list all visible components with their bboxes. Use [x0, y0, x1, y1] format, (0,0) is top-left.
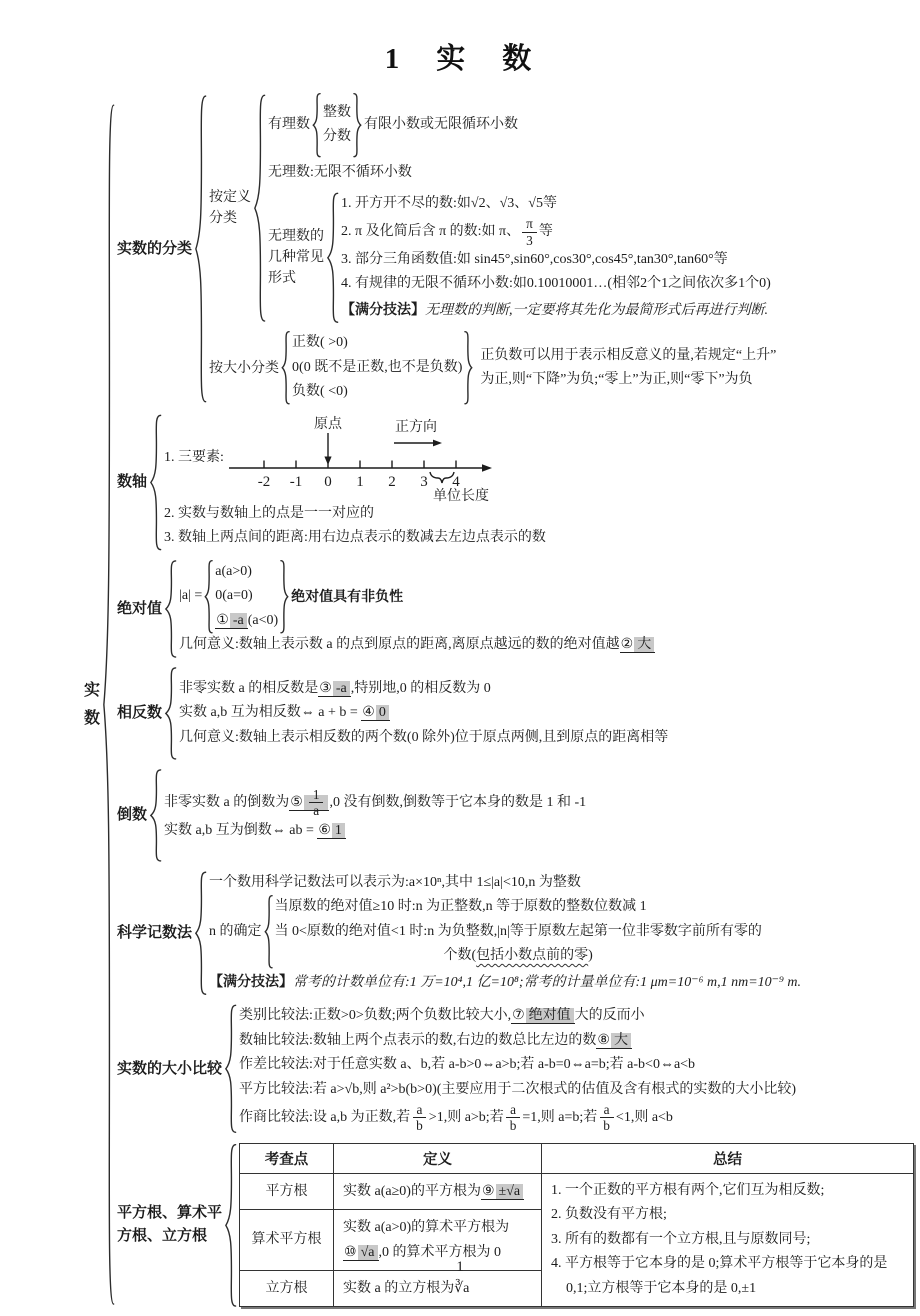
blank-3: ③ -a [318, 681, 350, 697]
rational-line [268, 93, 771, 157]
form-item-1: 1. 开方开不尽的数:如√2、√3、√5等 [341, 195, 557, 211]
n-case-lt1-line2: 个数(包括小数点前的零) [443, 948, 593, 964]
rational-tail: 有限小数或无限循环小数 [364, 116, 519, 132]
row-name: 立方根 [240, 1271, 334, 1307]
blank-1: ① -a [215, 613, 247, 629]
blank-2: ② 大 [620, 637, 656, 653]
tick-label: 2 [388, 473, 396, 490]
reciprocal-line-2: 实数 a,b 互为倒数⇔ ab = ⑥ 1 [164, 819, 586, 844]
compare-difference-method: 作差比较法:对于任意实数 a、b,若 a-b>0⇔a>b;若 a-b=0⇔a=b;若 a-b<0⇔a<b [239, 1057, 696, 1073]
by-definition-group [209, 93, 776, 323]
page-number: 1 [456, 1259, 464, 1275]
abs-case-positive: a(a>0) [215, 563, 252, 579]
brace-icon [194, 871, 207, 996]
tick-label: 0 [324, 473, 332, 490]
branch-sci-label: 科学记数法 [117, 923, 193, 941]
unit-length-label: 单位长度 [432, 488, 489, 502]
reciprocal-line-1: 非零实数 a 的倒数为⑤ $\frac{1}{a}$ ,0 没有倒数,倒数等于它本身的数是 1 和 -1 [164, 787, 587, 819]
page-title: 1 实 数 [384, 43, 536, 75]
form-item-4: 4. 有规律的无限不循环小数:如0.10010001…(相邻2个1之间依次多1个0) [341, 276, 771, 292]
abs-nonnegative-property: 绝对值具有非负性 [291, 588, 404, 605]
forms-label-line3: 形式 [268, 271, 297, 287]
irrational-forms-group [268, 192, 771, 324]
axis-arrow-icon [482, 464, 492, 472]
table-row-square-root [240, 1173, 914, 1209]
forms-tip-line: 【满分技法】无理数的判断,一定要将其先化为最简形式后再进行判断. [341, 300, 769, 318]
a-over-b-fraction: $\frac{a}{b}$ [599, 1102, 614, 1134]
branch-reciprocal [117, 769, 914, 862]
brace-icon [280, 560, 289, 634]
col-header-definition: 定义 [334, 1143, 542, 1173]
positive-line: 正数( >0) [292, 335, 348, 351]
root-label-char2: 数 [84, 709, 101, 727]
opposite-line-1: 非零实数 a 的相反数是③ -a ,特别地,0 的相反数为 0 [179, 680, 491, 696]
origin-label: 原点 [313, 416, 342, 432]
brace-icon [204, 560, 213, 634]
branch-classification-label: 实数的分类 [117, 239, 193, 257]
roots-table [239, 1143, 914, 1308]
branch-abs-label: 绝对值 [117, 599, 163, 617]
tick-label: 4 [452, 473, 460, 490]
opposite-line-2: 实数 a,b 互为相反数⇔ a + b = ④ 0 [179, 701, 668, 726]
square-root-definition: 实数 a(a≥0)的平方根为⑨ ±√a [334, 1173, 542, 1209]
negative-line: 负数( <0) [292, 384, 348, 400]
direction-label: 正方向 [394, 419, 437, 435]
branch-opposite-number [117, 667, 914, 760]
a-over-b-fraction: $\frac{a}{b}$ [412, 1102, 427, 1134]
branches-column [117, 93, 914, 1316]
compare-axis-method: 数轴比较法:数轴上两个点表示的数,右边的数总比左边的数⑧ 大 [239, 1029, 796, 1054]
wavy-emphasis: 包括小数点前的零 [476, 948, 589, 964]
root-label-char1: 实 [84, 682, 101, 700]
abs-definition [179, 560, 655, 634]
by-size-group [209, 331, 776, 405]
brace-icon [164, 560, 177, 658]
branch-absolute-value [117, 560, 914, 658]
by-size-label: 按大小分类 [209, 360, 280, 376]
brace-icon [194, 93, 207, 405]
roots-table-header-row [240, 1143, 914, 1173]
forms-label-line1: 无理数的 [268, 229, 325, 245]
cube-root-definition: 实数 a 的立方根为∛a [334, 1271, 542, 1307]
tip-badge: 【满分技法】 [341, 300, 426, 317]
n-determination-group [209, 895, 801, 969]
row-name: 算术平方根 [240, 1209, 334, 1270]
rational-integer: 整数 [323, 104, 352, 120]
number-line-figure [224, 414, 506, 502]
n-determination-label: n 的确定 [209, 924, 262, 940]
three-elements-label: 1. 三要素: [164, 449, 224, 465]
compare-quotient-method: 作商比较法:设 a,b 为正数,若 $\frac{a}{b}$ >1,则 a>b;若 $\frac{a}{b}$ =1,则 a=b;若 $\frac{a}{b}$ <1,则 a<b [239, 1102, 673, 1134]
axis-item-3: 3. 数轴上两点间的距离:用右边点表示的数减去左边点表示的数 [164, 530, 546, 546]
opposite-line-3: 几何意义:数轴上表示相反数的两个数(0 除外)位于原点两侧,且到原点的距离相等 [179, 729, 669, 745]
abs-geometric-meaning: 几何意义:数轴上表示数 a 的点到原点的距离,离原点越远的数的绝对值越② 大 [179, 633, 655, 658]
blank-4: ④ 0 [361, 705, 390, 721]
summary-item-4: 4. 平方根等于它本身的是 0;算术平方根等于它本身的是 0,1;立方根等于它本身的是 0,±1 [551, 1256, 888, 1296]
branch-roots [117, 1143, 914, 1308]
zero-line: 0(0 既不是正数,也不是负数) [292, 359, 463, 375]
tick-label: 3 [420, 473, 428, 490]
compare-category-method: 类别比较法:正数>0>负数;两个负数比较大小,⑦ 绝对值 大的反而小 [239, 1008, 645, 1024]
brace-icon [224, 1004, 237, 1134]
branch-scientific-notation [117, 871, 914, 996]
abs-lhs: |a| = [179, 588, 203, 604]
brace-icon [253, 93, 266, 323]
brace-icon [224, 1143, 237, 1308]
blank-10: ⑩ √a [343, 1245, 378, 1261]
axis-item-2: 2. 实数与数轴上的点是一一对应的 [164, 505, 375, 521]
by-def-label-line1: 按定义 [209, 190, 252, 206]
brace-icon [353, 93, 362, 157]
root-brace [102, 93, 115, 1316]
abs-case-negative: ① -a (a<0) [216, 612, 279, 628]
a-over-b-fraction: $\frac{a}{b}$ [506, 1102, 521, 1134]
tick-label: -1 [289, 473, 303, 490]
blank-9: ⑨ ±√a [481, 1184, 524, 1200]
branch-size-comparison [117, 1004, 914, 1134]
brace-icon [464, 331, 473, 405]
mindmap-root [84, 93, 920, 1316]
arithmetic-square-root-definition: 实数 a(a>0)的算术平方根为⑩ √a ,0 的算术平方根为 0 [334, 1209, 542, 1270]
one-over-a-fraction: $\frac{1}{a}$ [304, 795, 329, 810]
brace-icon [326, 192, 339, 324]
branch-number-axis [117, 414, 914, 551]
rational-fraction: 分数 [323, 129, 352, 145]
summary-item-3: 3. 所有的数都有一个立方根,且与原数同号; [551, 1231, 811, 1247]
row-name: 平方根 [240, 1173, 334, 1209]
form-item-3: 3. 部分三角函数值:如 sin45°,sin60°,cos30°,cos45°,tan30°,tan60°等 [341, 251, 728, 267]
compare-square-method: 平方比较法:若 a>√b,则 a²>b(b>0)(主要应用于二次根式的估值及含有根式的实数的大小比较) [239, 1081, 797, 1097]
summary-item-1: 1. 一个正数的平方根有两个,它们互为相反数; [551, 1182, 825, 1198]
branch-classification [117, 93, 914, 405]
abs-case-zero: 0(a=0) [215, 588, 253, 604]
brace-icon [149, 769, 162, 862]
axis-item-1 [164, 414, 546, 502]
brace-icon [281, 331, 290, 405]
sci-definition-line: 一个数用科学记数法可以表示为:a×10ⁿ,其中 1≤|a|<10,n 为整数 [209, 874, 581, 890]
blank-5: ⑤ $\frac{1}{a}$ [289, 795, 329, 811]
brace-icon [149, 414, 162, 551]
n-case-ge10: 当原数的绝对值≥10 时:n 为正整数,n 等于原数的整数位数减 1 [274, 899, 647, 915]
col-header-summary: 总结 [542, 1143, 914, 1173]
root-label-shuzhi [84, 93, 100, 1316]
branch-reciprocal-label: 倒数 [117, 805, 148, 823]
blank-6: ⑥ 1 [317, 823, 346, 839]
sci-tip-line: 【满分技法】常考的计数单位有:1 万=10⁴,1 亿=10⁸;常考的计量单位有:1 μm=10⁻⁶ m,1 nm=10⁻⁹ m. [209, 972, 802, 990]
branch-axis-label: 数轴 [117, 473, 148, 491]
branch-opposite-label: 相反数 [117, 704, 163, 722]
blank-7: ⑦ 绝对值 [511, 1008, 575, 1024]
pi-over-3-fraction: $\frac{\pi}{3}$ [522, 216, 537, 248]
direction-arrow-icon [433, 439, 442, 446]
summary-item-2: 2. 负数没有平方根; [551, 1207, 667, 1223]
col-header-examined-point: 考查点 [240, 1143, 334, 1173]
n-case-lt1-line1: 当 0<原数的绝对值<1 时:n 为负整数,|n|等于原数左起第一位非零数字前所有零的 [274, 923, 762, 939]
branch-compare-label: 实数的大小比较 [117, 1059, 223, 1077]
rational-head: 有理数 [268, 116, 311, 132]
unit-brace-icon [430, 472, 454, 483]
forms-label-line2: 几种常见 [268, 250, 325, 266]
blank-8: ⑧ 大 [596, 1033, 632, 1049]
irrational-line: 无理数:无限不循环小数 [268, 165, 412, 181]
brace-icon [264, 895, 273, 969]
brace-icon [312, 93, 321, 157]
tick-label: 1 [356, 473, 364, 490]
branch-roots-label: 平方根、算术平 方根、立方根 [117, 1204, 223, 1244]
brace-icon [164, 667, 177, 760]
by-def-label-line2: 分类 [209, 211, 238, 227]
tip-badge: 【满分技法】 [209, 972, 294, 989]
form-item-2: 2. π 及化简后含 π 的数:如 π、 $\frac{\pi}{3}$ 等 [341, 216, 553, 248]
roots-summary-cell [542, 1173, 914, 1307]
tick-label: -2 [257, 473, 271, 490]
sign-convention-note: 正负数可以用于表示相反意义的量,若规定“上升” 为正,则“下降”为负;“零上”为正,则“零下”为负 [480, 347, 777, 388]
